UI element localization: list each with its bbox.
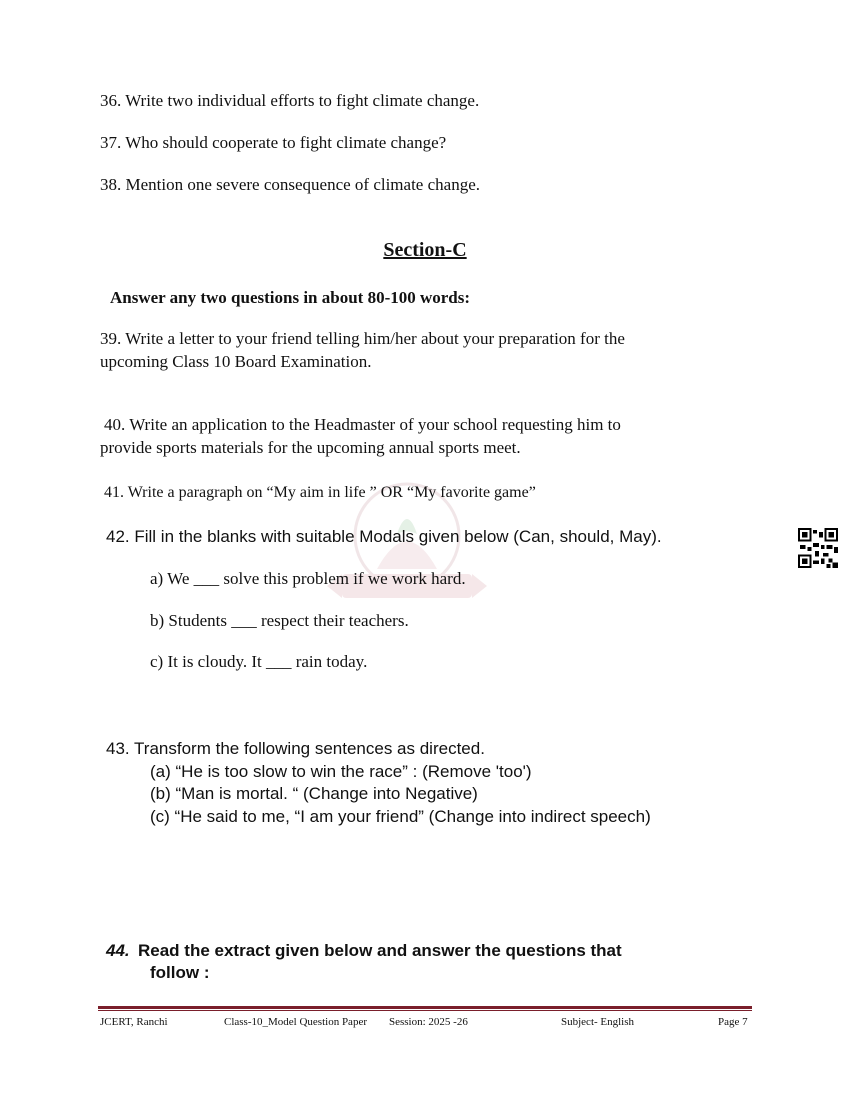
footer-session: Session: 2025 -26 (389, 1016, 468, 1028)
question-40-line-2: provide sports materials for the upcoming annual sports meet. (100, 438, 521, 457)
section-instruction: Answer any two questions in about 80-100 words: (110, 288, 471, 307)
question-36: 36. Write two individual efforts to fight climate change. (100, 91, 480, 110)
qr-code-icon (798, 528, 838, 568)
section-title: Section-C (383, 239, 467, 261)
question-43-item-b: (b) “Man is mortal. “ (Change into Negative) (150, 784, 478, 803)
question-43-item-c: (c) “He said to me, “I am your friend” (Change into indirect speech) (150, 807, 651, 826)
question-42-item-a: a) We ___ solve this problem if we work hard. (150, 569, 466, 588)
question-43-stem: 43. Transform the following sentences as directed. (106, 739, 485, 758)
question-38: 38. Mention one severe consequence of climate change. (100, 175, 480, 194)
question-40-line-1: 40. Write an application to the Headmaster of your school requesting him to (104, 415, 621, 434)
question-44-line-2: follow : (150, 963, 210, 982)
question-39-line-1: 39. Write a letter to your friend telling him/her about your preparation for the (100, 329, 625, 348)
question-44-number: 44. (106, 941, 130, 960)
question-42-item-c: c) It is cloudy. It ___ rain today. (150, 652, 368, 671)
question-43-item-a: (a) “He is too slow to win the race” : (Remove 'too') (150, 762, 532, 781)
question-41: 41. Write a paragraph on “My aim in life ” OR “My favorite game” (104, 484, 536, 501)
footer-org: JCERT, Ranchi (100, 1016, 168, 1028)
footer-page-number: Page 7 (718, 1016, 748, 1028)
footer-rule-thick (98, 1006, 752, 1009)
footer-paper: Class-10_Model Question Paper (224, 1016, 367, 1028)
question-44-line-1: Read the extract given below and answer the questions that (138, 941, 622, 960)
question-42-item-b: b) Students ___ respect their teachers. (150, 611, 409, 630)
question-42-stem: 42. Fill in the blanks with suitable Modals given below (Can, should, May). (106, 527, 662, 546)
question-39-line-2: upcoming Class 10 Board Examination. (100, 352, 372, 371)
footer-subject: Subject- English (561, 1016, 635, 1028)
question-37: 37. Who should cooperate to fight climate change? (100, 133, 447, 152)
footer-rule-thin (98, 1010, 752, 1011)
